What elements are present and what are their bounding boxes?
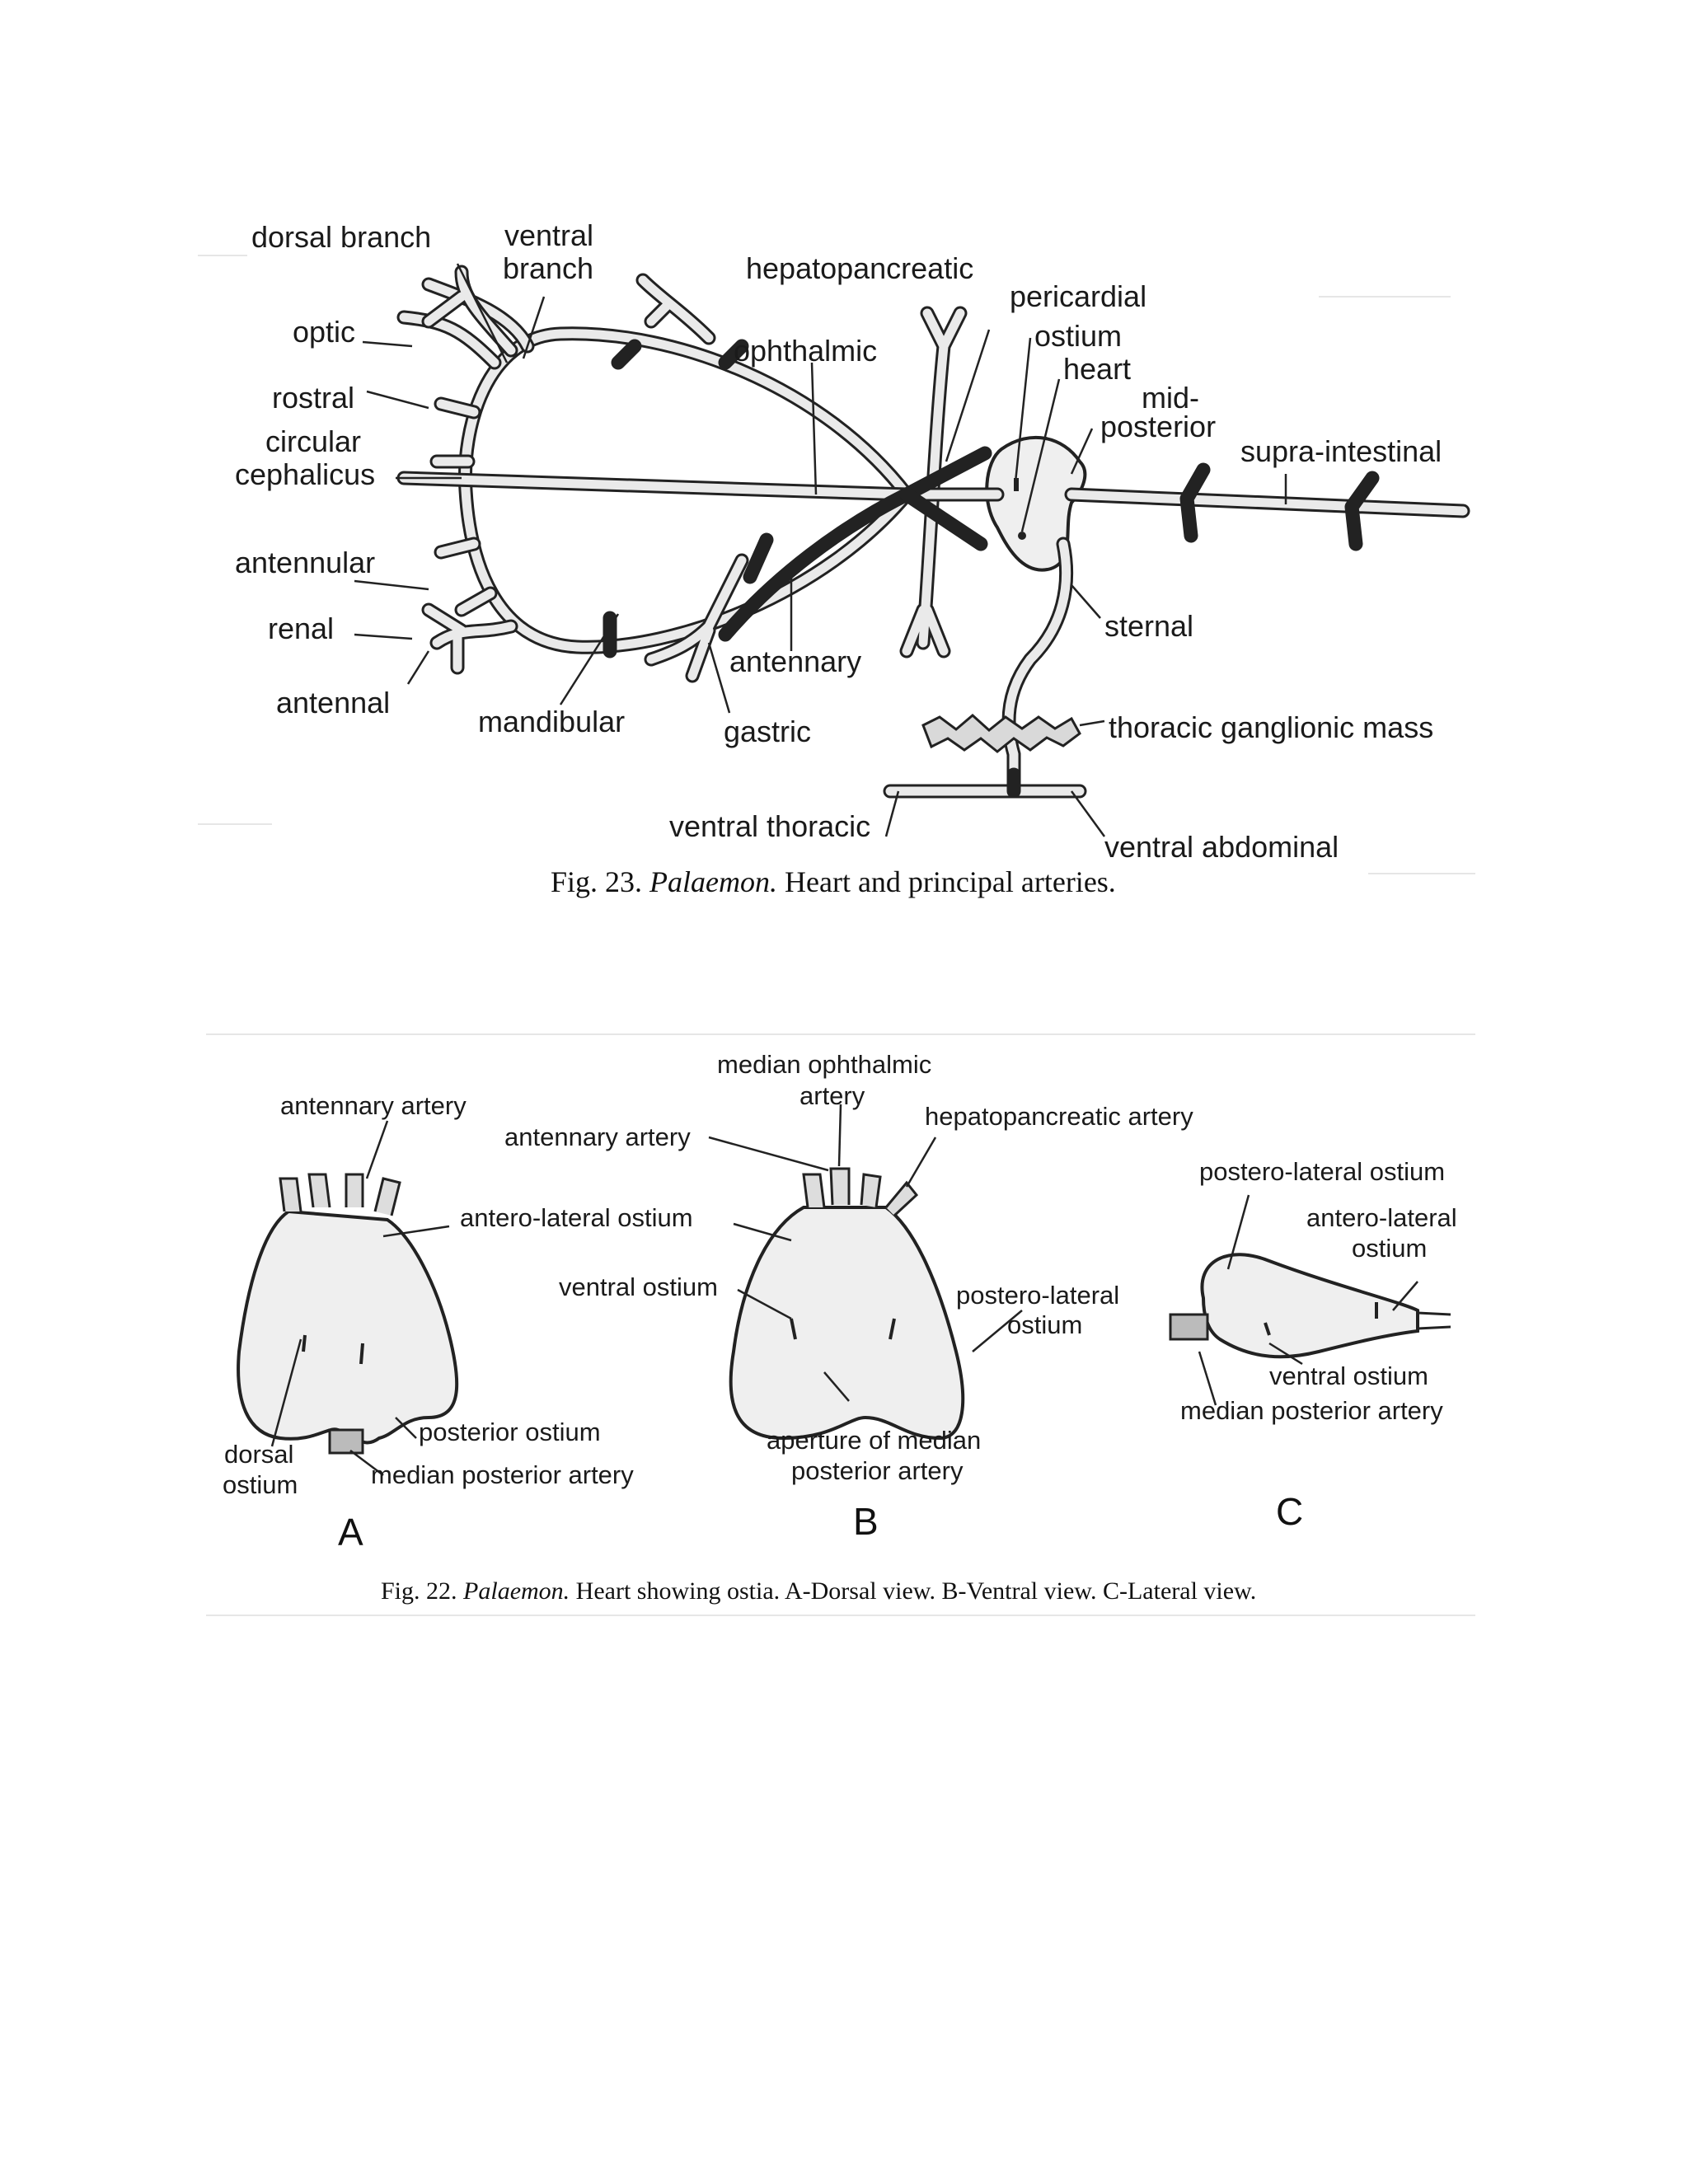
label-thoracic-ganglionic-mass: thoracic ganglionic mass	[1109, 710, 1434, 744]
thoracic-ganglionic-mass	[923, 715, 1080, 752]
label-dorsal-branch: dorsal branch	[251, 220, 432, 254]
label-posterior-ostium: posterior ostium	[419, 1418, 601, 1446]
label-median-ophthalmic-artery: artery	[799, 1081, 865, 1110]
label-rostral: rostral	[272, 381, 355, 415]
heart-dorsal-view	[238, 1174, 457, 1453]
label-median-posterior-artery-a: median posterior artery	[371, 1460, 634, 1489]
label-mid: mid-	[1142, 381, 1199, 415]
label-aperture-of-median: aperture of median	[767, 1426, 982, 1455]
ostium-dot	[1018, 532, 1026, 540]
label-ostium: ostium	[1034, 319, 1123, 353]
label-hepatopancreatic-artery: hepatopancreatic artery	[925, 1102, 1193, 1131]
label-dorsal-ostium: ostium	[223, 1470, 298, 1499]
label-ventral-ostium-c: ventral ostium	[1269, 1361, 1428, 1390]
label-ventral-ostium-b: ventral ostium	[559, 1272, 718, 1301]
label-ophthalmic: ophthalmic	[734, 334, 878, 368]
label-branch: branch	[503, 251, 594, 285]
label-antennal: antennal	[276, 686, 391, 719]
label-pericardial: pericardial	[1010, 279, 1147, 313]
label-aperture-posterior-artery: posterior artery	[791, 1456, 964, 1485]
label-hepatopancreatic: hepatopancreatic	[746, 251, 974, 285]
fig22-heart-views	[223, 1050, 1457, 1605]
fig23-arterial-diagram	[235, 218, 1463, 898]
view-letter-b: B	[853, 1500, 879, 1543]
label-median-ophthalmic: median ophthalmic	[717, 1050, 932, 1079]
label-posterior: posterior	[1100, 410, 1217, 443]
label-renal: renal	[268, 612, 335, 645]
label-heart: heart	[1063, 352, 1132, 386]
label-antero-lateral-ostium-c: ostium	[1352, 1234, 1428, 1263]
label-antennary-artery-a: antennary artery	[280, 1091, 467, 1120]
label-ventral-abdominal: ventral abdominal	[1104, 830, 1339, 864]
label-cephalicus: cephalicus	[235, 457, 376, 491]
label-ventral: ventral	[504, 218, 594, 252]
label-supra-intestinal: supra-intestinal	[1240, 434, 1442, 468]
label-antennular: antennular	[235, 546, 376, 579]
fig23-caption: Fig. 23. Palaemon. Heart and principal arteries.	[551, 865, 1116, 898]
label-gastric: gastric	[724, 715, 812, 748]
label-median-posterior-artery-c: median posterior artery	[1180, 1396, 1443, 1425]
label-antero-lateral-c: antero-lateral	[1306, 1203, 1457, 1232]
label-antennary: antennary	[729, 644, 862, 678]
label-antero-lateral-ostium-b: antero-lateral ostium	[460, 1203, 693, 1232]
label-postero-lateral-ostium-b: ostium	[1007, 1310, 1083, 1339]
label-mandibular: mandibular	[478, 705, 626, 738]
heart-lateral-view	[1170, 1254, 1451, 1357]
label-optic: optic	[293, 315, 356, 349]
label-circular: circular	[265, 424, 362, 458]
label-postero-lateral-ostium-c: postero-lateral ostium	[1199, 1157, 1446, 1186]
label-postero-lateral-b: postero-lateral	[956, 1281, 1120, 1310]
view-letter-c: C	[1276, 1490, 1304, 1533]
label-antennary-artery-b: antennary artery	[504, 1122, 691, 1151]
view-letter-a: A	[338, 1511, 363, 1554]
label-ventral-thoracic: ventral thoracic	[669, 809, 871, 843]
label-dorsal: dorsal	[224, 1440, 294, 1469]
label-sternal: sternal	[1104, 609, 1194, 643]
fig22-caption: Fig. 22. Palaemon. Heart showing ostia. A-Dorsal view. B-Ventral view. C-Lateral view.	[381, 1577, 1257, 1605]
